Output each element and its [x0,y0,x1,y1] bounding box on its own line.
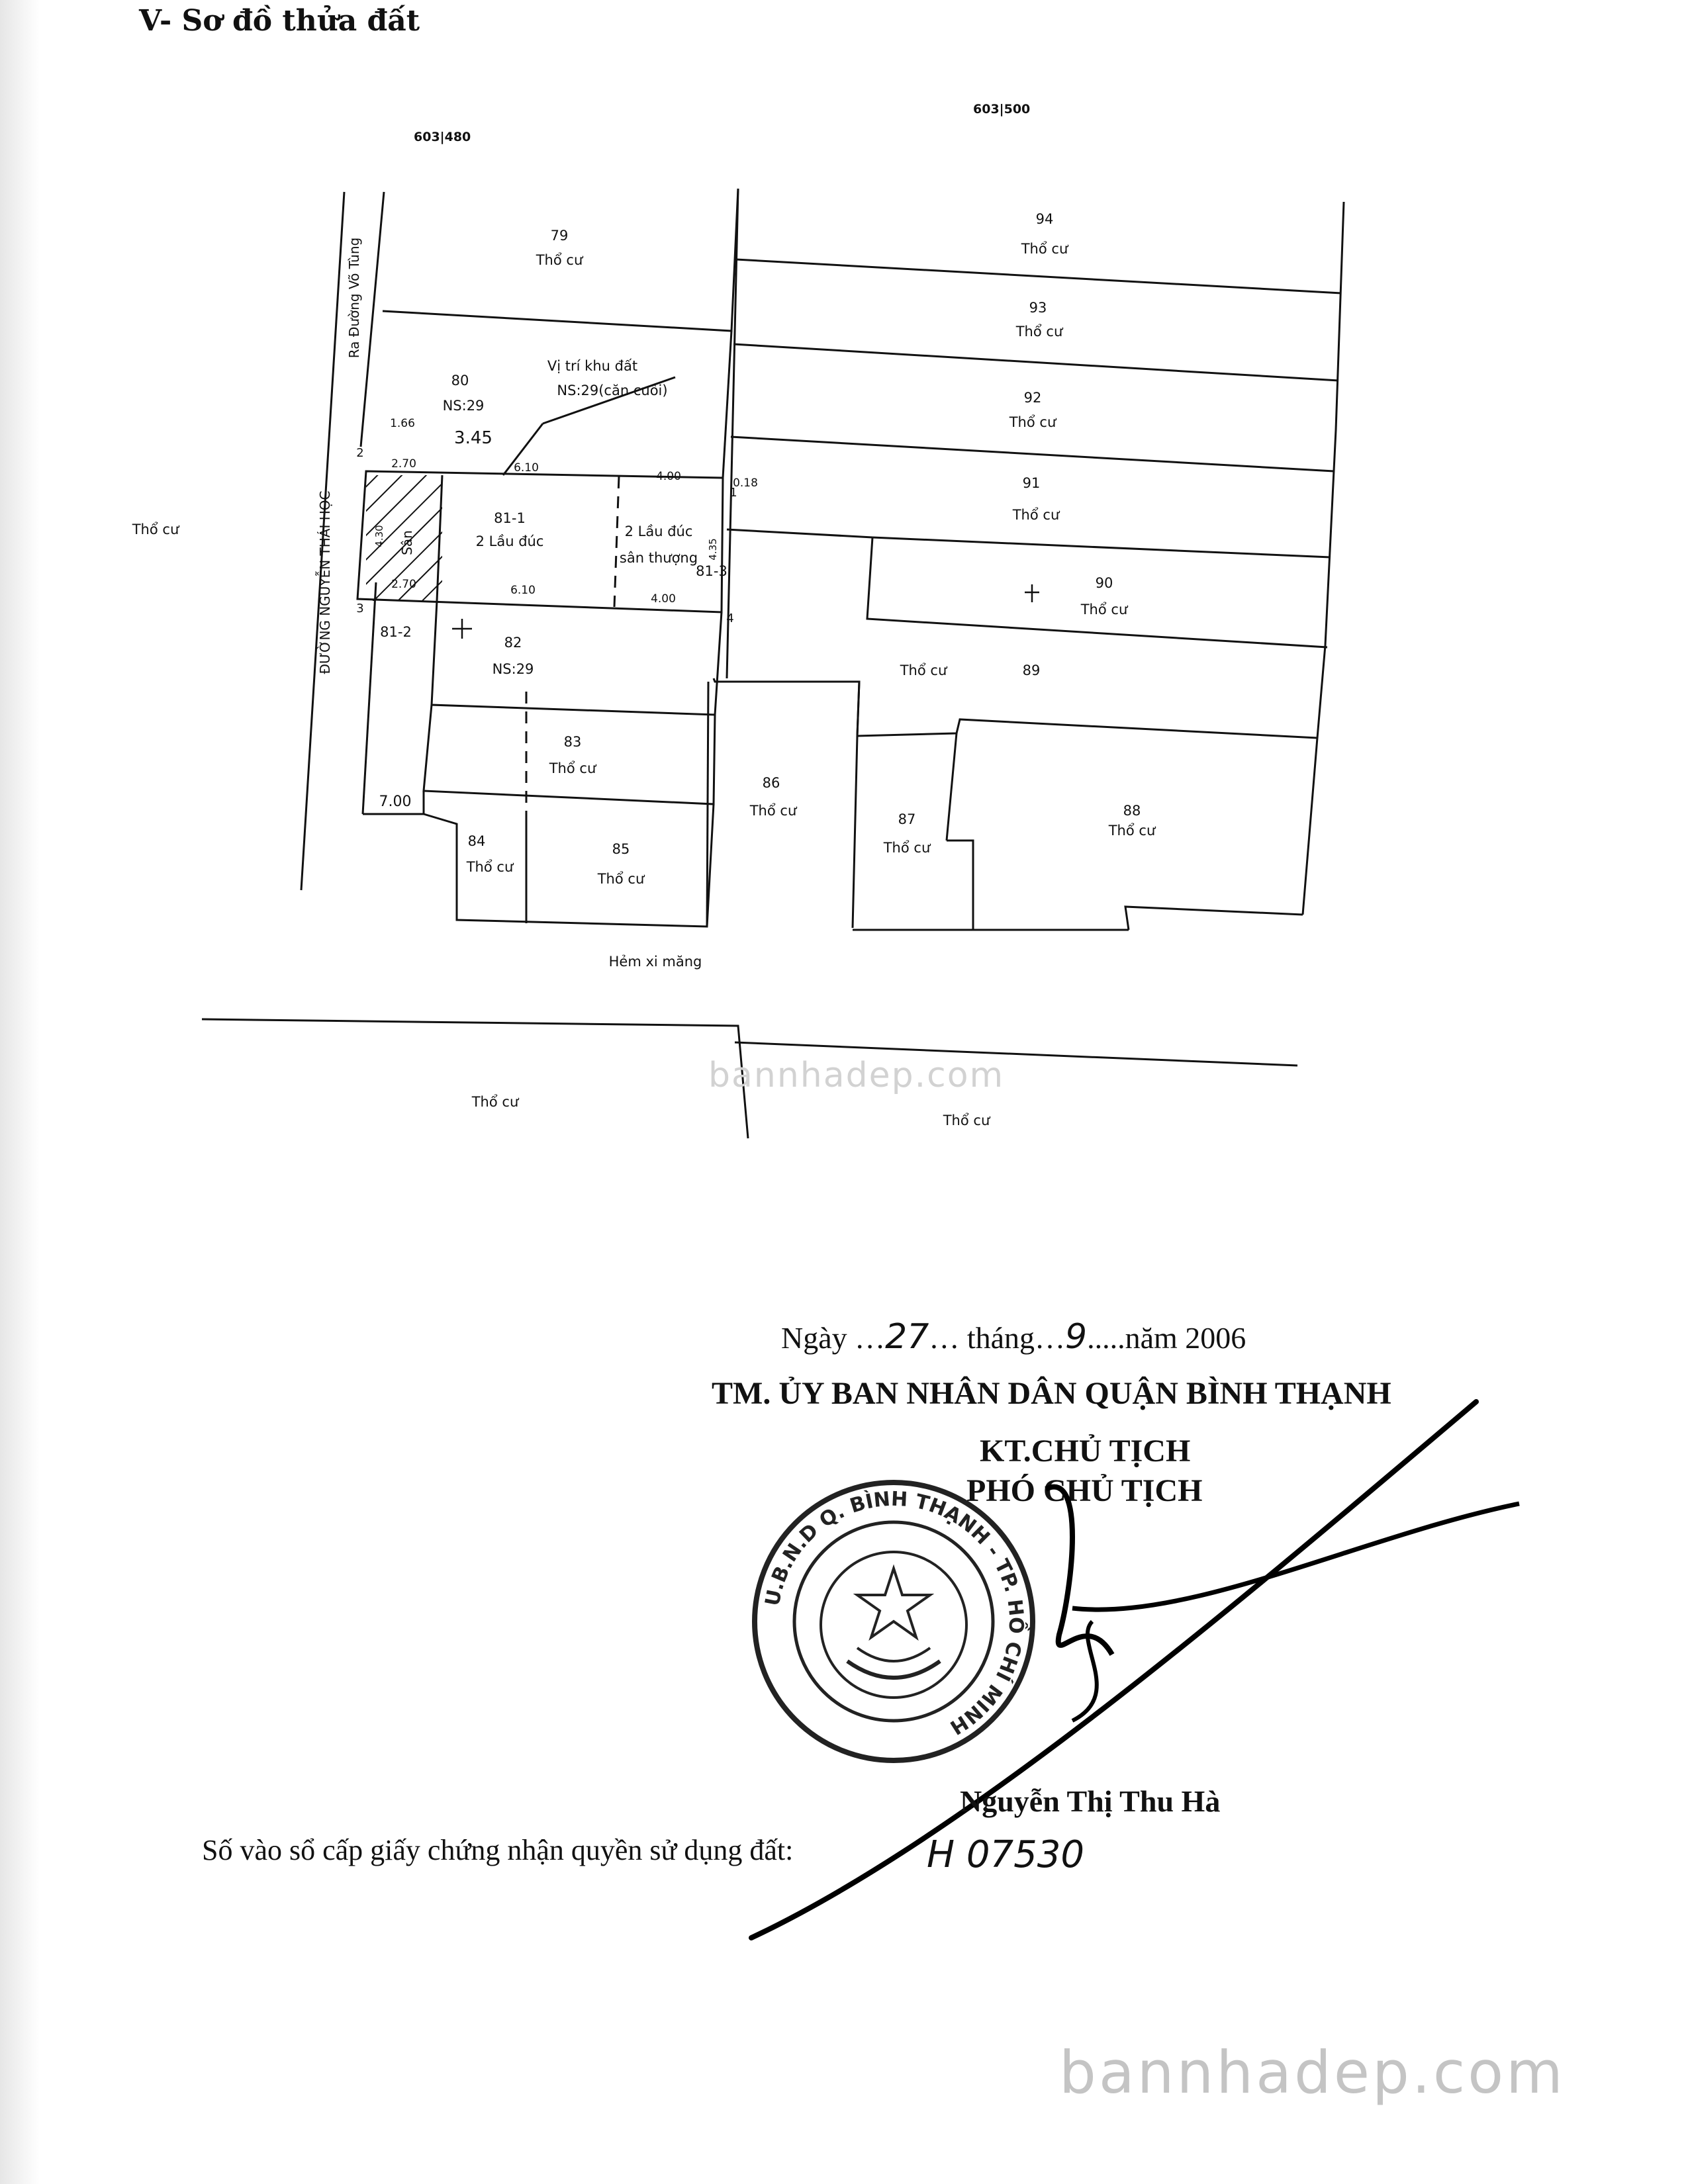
survey-crosses [452,584,1039,639]
corner-2: 2 [356,446,364,460]
date-month-prefix: tháng [966,1321,1035,1355]
parcel-81-2-number: 81-2 [380,624,412,640]
parcel-83-use: Thổ cư [549,760,596,776]
parcel-92-use: Thổ cư [1009,414,1056,430]
issuing-organization: TM. ỦY BAN NHÂN DÂN QUẬN BÌNH THẠNH [712,1376,1391,1411]
outside-south-right-use: Thổ cư [943,1113,990,1128]
issue-date [781,1317,1246,1357]
parcel-80-number: 80 [451,373,469,388]
date-day: 27 [885,1317,929,1357]
parcel-93-use: Thổ cư [1015,324,1063,340]
parcel-82-number: 82 [504,635,522,651]
watermark-large: bannhadep.com [1059,2038,1566,2107]
parcel-boundaries [202,189,1344,1138]
outside-south-left-use: Thổ cư [471,1094,519,1110]
parcel-94-number: 94 [1035,211,1054,227]
dim-7-00: 7.00 [379,794,412,810]
alley-label: Hẻm xi măng [608,954,702,970]
main-street-label: ĐƯỜNG NGUYỄN THÁI HỌC [317,490,333,674]
registration-number: H 07530 [927,1833,1085,1876]
dim-6-10-top: 6.10 [514,461,539,475]
parcel-81-1-desc: 2 Lầu đúc [475,533,544,549]
parcel-89-use: Thổ cư [900,662,947,678]
outside-west-use: Thổ cư [132,522,179,537]
parcel-90-use: Thổ cư [1080,602,1128,617]
dim-1-66: 1.66 [390,417,415,430]
section-title: V- Sơ đồ thửa đất [139,4,420,38]
signatory-kt-title: KT.CHỦ TỊCH [980,1433,1191,1469]
date-year: năm 2006 [1125,1321,1246,1355]
parcel-84-number: 84 [467,833,486,849]
parcel-86-number: 86 [762,775,780,791]
watermark-small: bannhadep.com [708,1056,1005,1095]
parcel-87-use: Thổ cư [883,840,931,856]
parcel-83-number: 83 [563,734,582,750]
parcel-84-use: Thổ cư [466,859,514,875]
dim-4-00-top: 4.00 [656,470,681,483]
grid-coordinate-right: 603|500 [973,102,1031,116]
parcel-91-number: 91 [1022,475,1041,491]
vo-tung-street-label: Ra Đường Võ Tùng [346,237,362,359]
corner-4: 4 [726,612,734,625]
dim-0-18: 0.18 [733,477,758,490]
signatory-role: PHÓ CHỦ TỊCH [966,1473,1203,1508]
parcel-91-use: Thổ cư [1012,507,1060,523]
dim-4-30: 4.30 [373,525,385,547]
date-dots-1: … [855,1321,886,1355]
parcel-93-number: 93 [1029,300,1047,316]
parcel-79-use: Thổ cư [536,252,583,268]
seal-text: U.B.N.D Q. BÌNH THẠNH - TP. HỒ CHÍ MINH [761,1487,1028,1739]
parcel-85-use: Thổ cư [597,871,645,887]
site-label-line1: Vị trí khu đất [547,358,638,374]
parcel-81-3-number: 81-3 [696,563,727,579]
parcel-81-b-line2: sân thượng [619,550,698,566]
date-dots-2: … [929,1321,960,1355]
date-prefix: Ngày [781,1321,847,1355]
date-month: 9 [1065,1317,1088,1357]
parcel-81-b-line1: 2 Lầu đúc [624,523,693,539]
parcel-81-1-number: 81-1 [494,510,526,526]
parcel-88-use: Thổ cư [1108,823,1156,839]
site-label-line2: NS:29(căn cuối) [557,383,668,398]
parcel-90-number: 90 [1095,575,1113,591]
official-seal [748,1476,1039,1767]
parcel-88-number: 88 [1123,803,1141,819]
signer-name: Nguyễn Thị Thu Hà [960,1784,1221,1818]
yard-label: Sân [399,530,415,555]
registration-label: Số vào sổ cấp giấy chứng nhận quyền sử dụng đất: [202,1834,794,1866]
parcel-89-number: 89 [1022,662,1041,678]
dim-2-70-top: 2.70 [391,457,416,471]
dim-6-10-bottom: 6.10 [510,584,536,597]
parcel-82-ns: NS:29 [492,661,534,677]
parcel-80-ns: NS:29 [442,398,485,414]
corner-1: 1 [729,486,737,500]
dim-4-00-bottom: 4.00 [651,592,676,606]
dim-4-35: 4.35 [707,538,719,561]
parcel-87-number: 87 [898,811,916,827]
parcel-86-use: Thổ cư [749,803,797,819]
seal-star-icon [857,1569,930,1637]
parcel-92-number: 92 [1023,390,1042,406]
dim-2-70-bottom: 2.70 [391,578,416,591]
date-dots-4: ..... [1087,1321,1125,1355]
dim-3-45: 3.45 [454,428,492,448]
parcel-85-number: 85 [612,841,630,857]
grid-coordinate-left: 603|480 [414,130,471,144]
parcel-79-number: 79 [550,228,569,244]
parcel-94-use: Thổ cư [1021,241,1068,257]
corner-3: 3 [356,602,364,615]
date-dots-3: … [1035,1321,1066,1355]
